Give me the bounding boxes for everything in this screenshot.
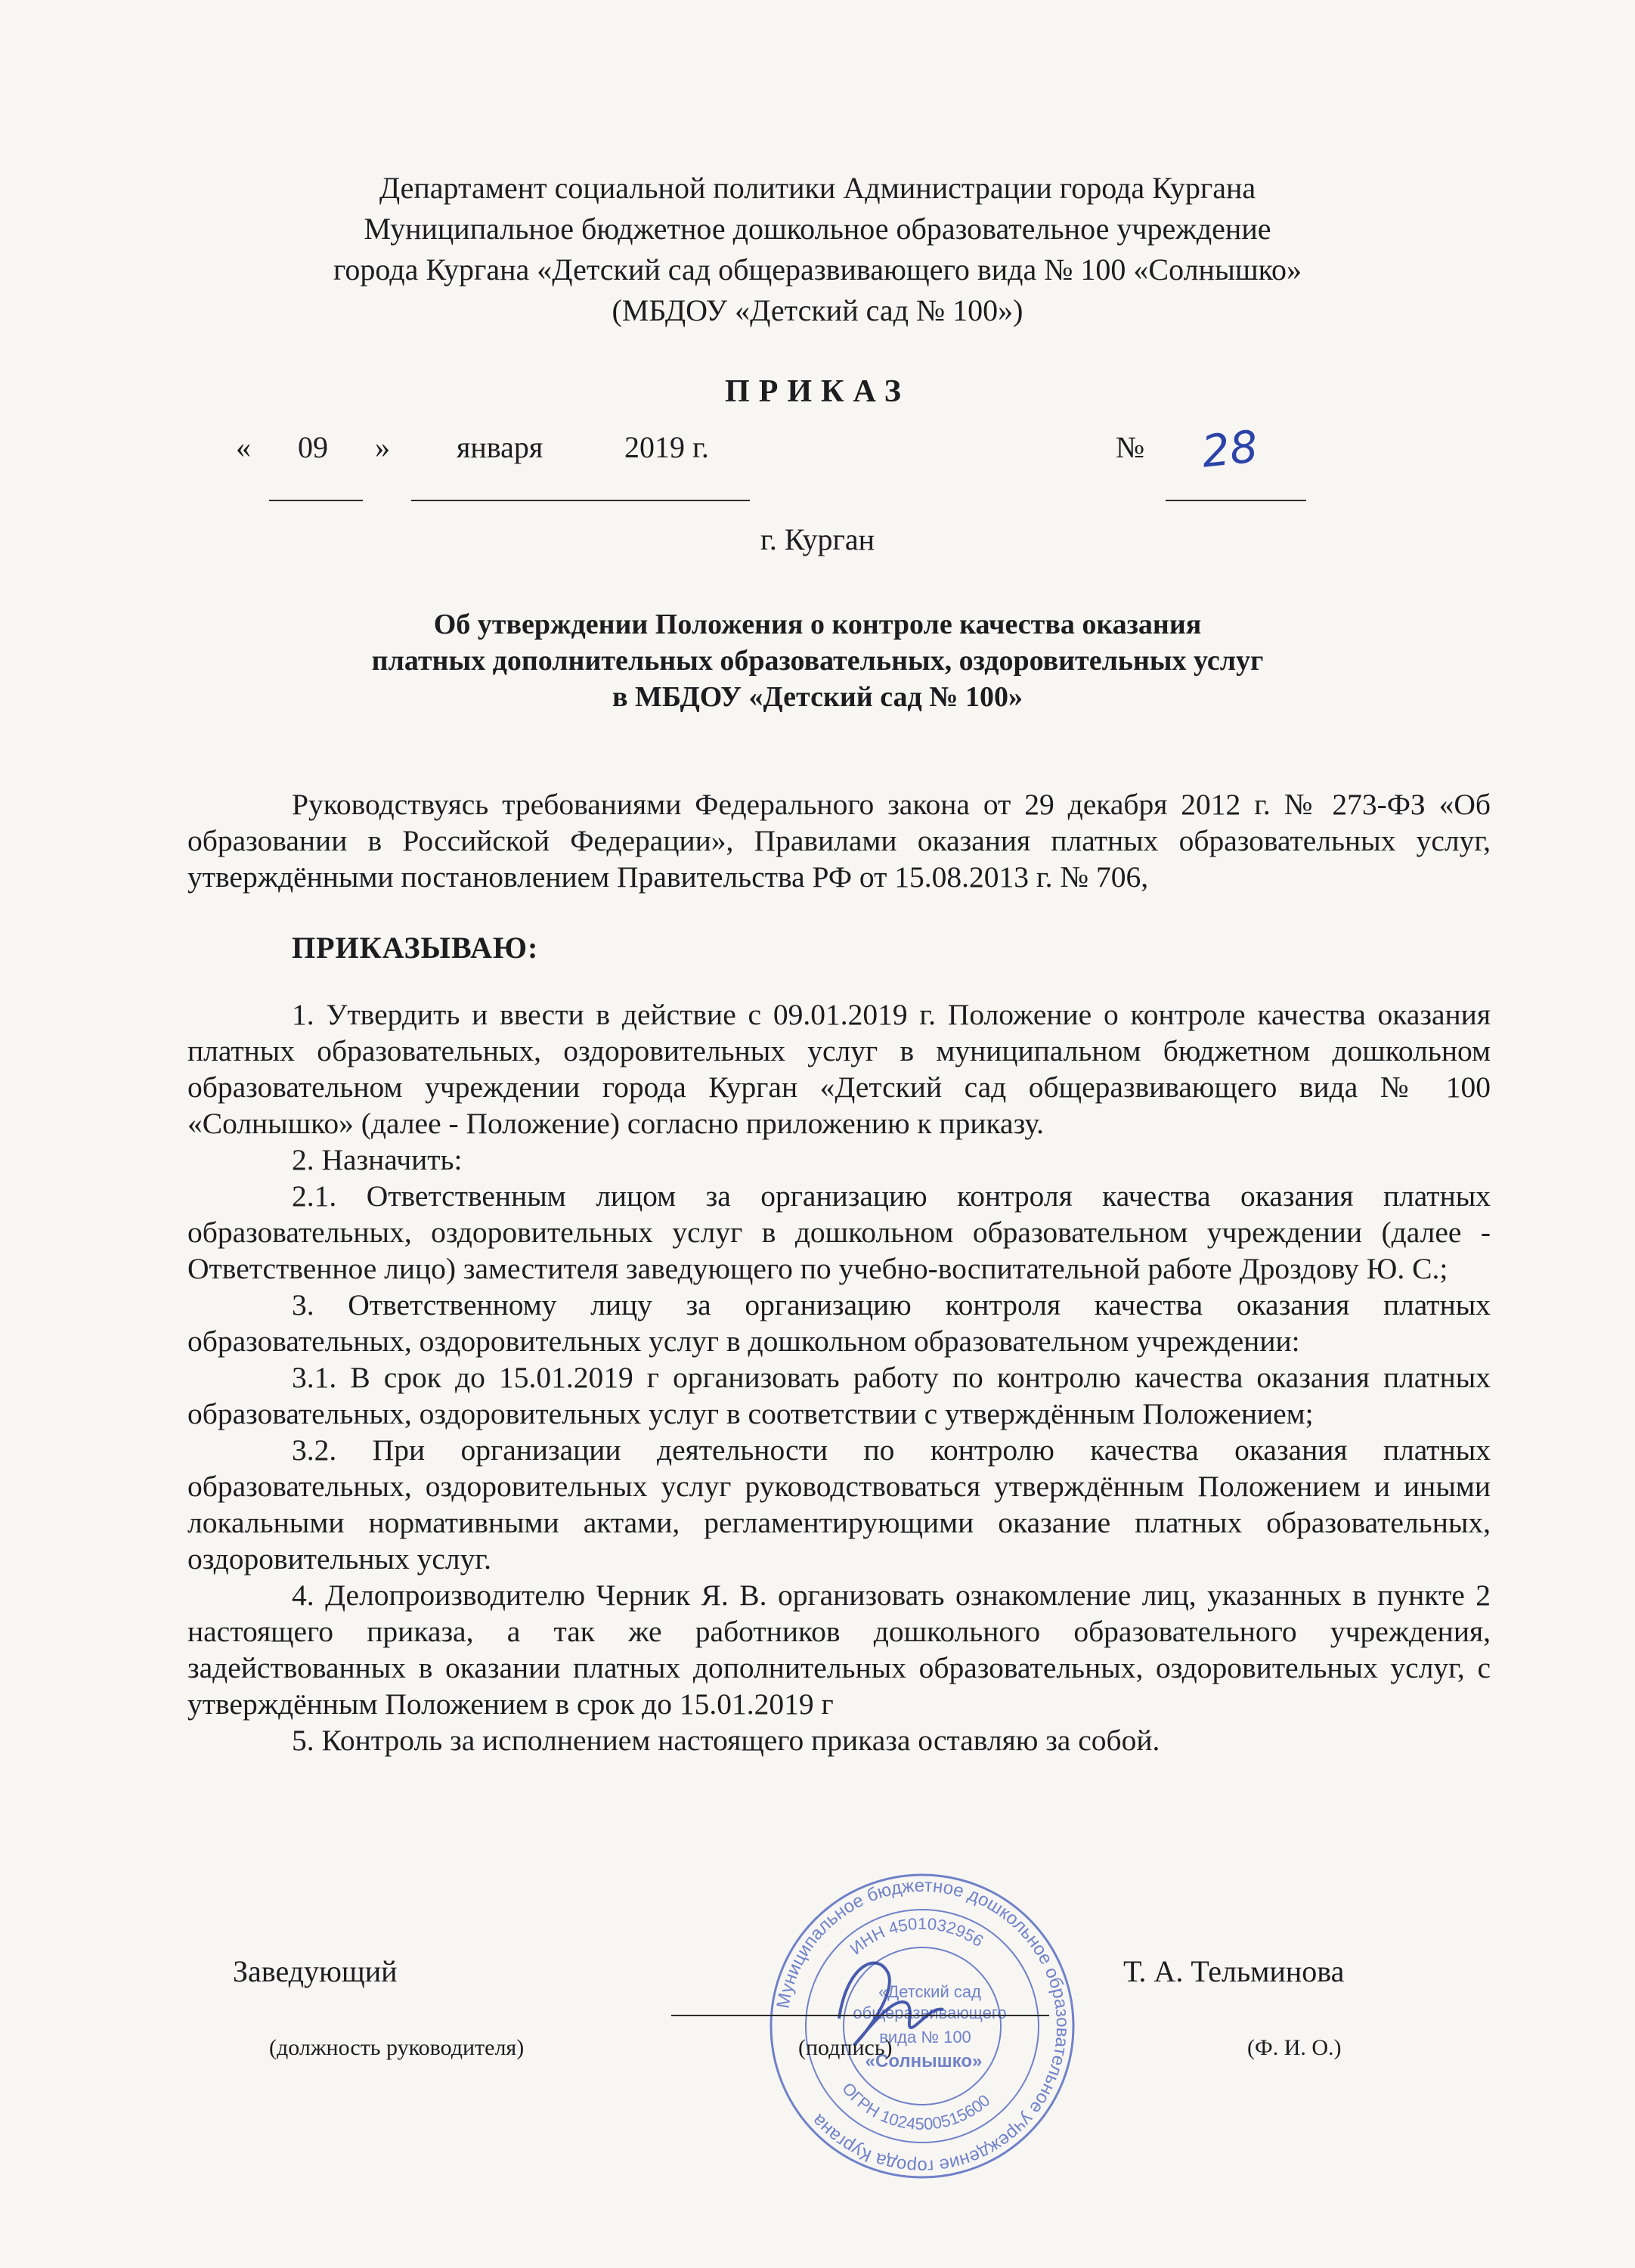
date-quote-close: » <box>375 430 390 464</box>
clause-3-1: 3.1. В срок до 15.01.2019 г организовать работу по контролю качества оказания платных образовательных, оздоровительных услуг в соответствии с утверждённым Положением; <box>187 1361 1491 1430</box>
header-institution-type: Муниципальное бюджетное дошкольное образовательное учреждение <box>364 212 1271 246</box>
document-title: ПРИКАЗ <box>725 374 910 409</box>
subject-line-1: Об утверждении Положения о контроле качества оказания <box>433 609 1202 640</box>
number-underline <box>1166 500 1306 501</box>
signature-line <box>671 2015 1049 2016</box>
clause-4: 4. Делопроизводителю Черник Я. В. организовать ознакомление лиц, указанных в пункте 2 настоящего приказа, а так же работников дошкольного образовательного учреждения, задействованных в оказании платных дополнительных образовательных, оздоровительных услуг, с утверждённым Положением в срок до 15.01.2019 г <box>187 1579 1491 1721</box>
month-underline <box>411 500 750 501</box>
caption-position: (должность руководителя) <box>269 2035 525 2060</box>
stamp-line-2: общеразвивающего <box>853 2003 1007 2022</box>
document-city: г. Курган <box>760 522 875 556</box>
caption-signature: (подпись) <box>798 2035 893 2060</box>
stamp-ogrn: ОГРН 1024500515600 <box>838 2078 994 2134</box>
document-subject <box>0 606 1635 715</box>
clause-5: 5. Контроль за исполнением настоящего приказа оставляю за собой. <box>292 1724 1160 1757</box>
date-year: 2019 г. <box>624 430 709 464</box>
caption-name: (Ф. И. О.) <box>1247 2035 1342 2060</box>
clause-3-2: 3.2. При организации деятельности по контролю качества оказания платных образовательных, оздоровительных услуг руководствоваться утверждённым Положением и иными локальными нормативными актами, регламентирующими оказание платных образовательных, оздоровительных услуг. <box>187 1433 1491 1576</box>
preamble-block <box>187 786 1491 895</box>
date-month: января <box>457 430 543 464</box>
signatory-position: Заведующий <box>233 1954 398 1988</box>
stamp-inn: ИНН 4501032956 <box>846 1913 987 1959</box>
day-underline <box>269 500 363 501</box>
clause-1: 1. Утвердить и ввести в действие с 09.01.2019 г. Положение о контроле качества оказания платных образовательных, оздоровительных услуг в муниципальном бюджетном дошкольном образовательном учреждении города Курган «Детский сад общеразвивающего вида № 100 «Солнышко» (далее - Положение) согласно приложению к приказу. <box>187 998 1491 1140</box>
stamp-line-3: вида № 100 <box>879 2028 971 2046</box>
subject-line-3: в МБДОУ «Детский сад № 100» <box>612 681 1023 713</box>
official-stamp <box>763 1867 1081 2185</box>
organization-header <box>0 168 1635 331</box>
handwritten-order-number: 28 <box>1199 420 1261 478</box>
header-institution-name: города Кургана «Детский сад общеразвивающего вида № 100 «Солнышко» <box>333 253 1302 287</box>
stamp-outer-text: Муниципальное бюджетное дошкольное образовательное учреждение города Кургана <box>773 1875 1073 2177</box>
date-quote-open: « <box>236 430 251 464</box>
stamp-line-1: «Детский сад <box>878 1982 981 2001</box>
clause-2-1: 2.1. Ответственным лицом за организацию контроля качества оказания платных образовательных, оздоровительных услуг в дошкольном образовательном учреждении (далее - Ответственное лицо) заместителя заведующего по учебно-воспитательной работе Дроздову Ю. С.; <box>187 1179 1491 1285</box>
date-day: 09 <box>298 430 328 464</box>
directive-heading: ПРИКАЗЫВАЮ: <box>292 931 539 965</box>
clause-2: 2. Назначить: <box>292 1143 463 1176</box>
header-abbreviation: (МБДОУ «Детский сад № 100») <box>612 293 1023 327</box>
number-label: № <box>1116 430 1145 464</box>
header-department: Департамент социальной политики Администрации города Кургана <box>379 171 1256 205</box>
preamble-paragraph: Руководствуясь требованиями Федерального закона от 29 декабря 2012 г. № 273-ФЗ «Об образовании в Российской Федерации», Правилами оказания платных образовательных услуг, утверждёнными постановлением Правительства РФ от 15.08.2013 г. № 706, <box>187 788 1491 894</box>
clause-3: 3. Ответственному лицу за организацию контроля качества оказания платных образовательных, оздоровительных услуг в дошкольном образовательном учреждении: <box>187 1288 1491 1358</box>
subject-line-2: платных дополнительных образовательных, оздоровительных услуг <box>371 645 1264 677</box>
signatory-name: Т. А. Тельминова <box>1123 1954 1345 1988</box>
stamp-line-4: «Солнышко» <box>865 2051 983 2071</box>
order-clauses <box>187 996 1491 1758</box>
